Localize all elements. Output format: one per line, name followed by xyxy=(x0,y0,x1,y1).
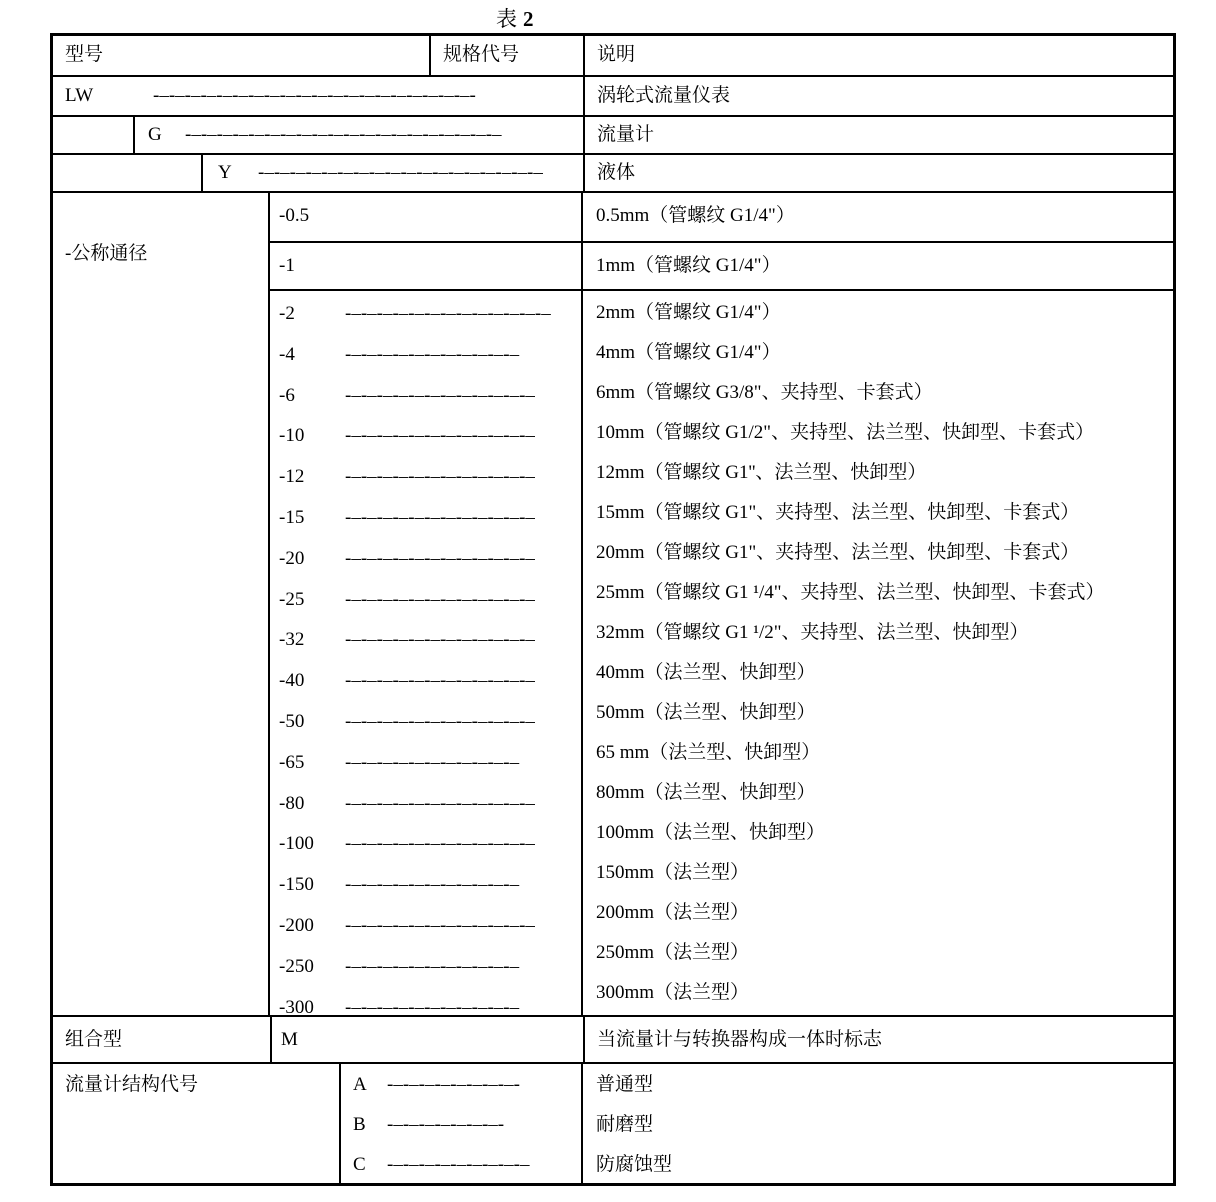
diameter-desc-line: 32mm（管螺纹 G1 ¹/2"、夹持型、法兰型、快卸型） xyxy=(596,622,1029,643)
combined-desc: 当流量计与转换器构成一体时标志 xyxy=(583,1017,1173,1062)
diameter-row-05 xyxy=(270,193,1173,241)
header-spec-code: 规格代号 xyxy=(429,36,583,75)
diameter-code-line: -12 -–-–-–-–-–-–-–-–-–-–-–-– xyxy=(279,466,535,488)
structure-desc-line: 耐磨型 xyxy=(596,1114,654,1135)
diameter-desc-line: 200mm（法兰型） xyxy=(596,902,750,923)
diameter-row-1 xyxy=(270,241,1173,289)
diameter-desc-line: 65 mm（法兰型、快卸型） xyxy=(596,742,821,763)
diameter-row-1-code: -1 xyxy=(279,255,295,276)
y-code: Y xyxy=(218,162,232,183)
diameter-desc-line: 20mm（管螺纹 G1"、夹持型、法兰型、快卸型、卡套式） xyxy=(596,542,1080,563)
diameter-label: -公称通径 xyxy=(53,193,270,1015)
table-title xyxy=(496,3,534,33)
header-description: 说明 xyxy=(583,36,1173,75)
diameter-code-line: -25 -–-–-–-–-–-–-–-–-–-–-–-– xyxy=(279,588,535,610)
diameter-code-line: -150 -–-–-–-–-–-–-–-–-–-–-– xyxy=(279,874,520,896)
diameter-right xyxy=(270,193,1173,1015)
combined-code xyxy=(270,1017,583,1062)
spec-table xyxy=(50,33,1176,1186)
diameter-multi-row xyxy=(270,289,1173,1015)
structure-code-line: A -–-–-–-–-–-–-–-–- xyxy=(353,1074,520,1095)
diameter-code-line: -20 -–-–-–-–-–-–-–-–-–-–-–-– xyxy=(279,547,535,569)
structure-code-line: C -–-–-–-–-–-–-–-–-– xyxy=(353,1154,530,1175)
diameter-desc-line: 15mm（管螺纹 G1"、夹持型、法兰型、快卸型、卡套式） xyxy=(596,502,1080,523)
y-dashes: -–-–-–-–-–-–-–-–-–-–-–-–-–-–-–-–-–-– xyxy=(258,162,543,183)
row-g xyxy=(53,115,1173,153)
row-y-code xyxy=(201,155,583,191)
structure-desc-line: 普通型 xyxy=(596,1074,654,1095)
structure-codes-column xyxy=(339,1064,581,1183)
row-lw-desc: 涡轮式流量仪表 xyxy=(583,77,1173,115)
diameter-code-line: -65 -–-–-–-–-–-–-–-–-–-–-– xyxy=(279,751,520,773)
diameter-code-line: -200 -–-–-–-–-–-–-–-–-–-–-–-– xyxy=(279,914,535,936)
diameter-row-1-desc: 1mm（管螺纹 G1/4"） xyxy=(581,243,1173,289)
diameter-desc-line: 4mm（管螺纹 G1/4"） xyxy=(596,342,781,363)
diameter-desc-line: 80mm（法兰型、快卸型） xyxy=(596,782,816,803)
diameter-code-line: -50 -–-–-–-–-–-–-–-–-–-–-–-– xyxy=(279,710,535,732)
row-y xyxy=(53,153,1173,191)
diameter-code-line: -100 -–-–-–-–-–-–-–-–-–-–-–-– xyxy=(279,833,535,855)
diameter-code-line: -2 -–-–-–-–-–-–-–-–-–-–-–-–-– xyxy=(279,303,551,324)
diameter-code-line: -300 -–-–-–-–-–-–-–-–-–-–-– xyxy=(279,996,520,1015)
diameter-code-line: -40 -–-–-–-–-–-–-–-–-–-–-–-– xyxy=(279,670,535,692)
row-y-spacer xyxy=(53,155,201,191)
structure-label: 流量计结构代号 xyxy=(65,1074,199,1095)
m-code: M xyxy=(281,1029,298,1050)
table-title-number: 2 xyxy=(523,7,534,31)
table-header-row xyxy=(53,36,1173,75)
lw-code: LW xyxy=(65,85,94,106)
row-lw xyxy=(53,75,1173,115)
diameter-descs-column xyxy=(581,291,1173,1015)
diameter-desc-line: 100mm（法兰型、快卸型） xyxy=(596,822,826,843)
table-title-prefix: 表 xyxy=(496,7,517,31)
row-g-code xyxy=(133,117,583,153)
row-structure xyxy=(53,1062,1173,1183)
diameter-codes-column xyxy=(270,291,581,1015)
diameter-code-line: -80 -–-–-–-–-–-–-–-–-–-–-–-– xyxy=(279,792,535,814)
diameter-code-line: -10 -–-–-–-–-–-–-–-–-–-–-–-– xyxy=(279,425,535,447)
g-code: G xyxy=(148,124,162,145)
diameter-desc-line: 250mm（法兰型） xyxy=(596,942,750,963)
g-dashes: -–-–-–-–-–-–-–-–-–-–-–-–-–-–-–-–-–-–-–-– xyxy=(185,124,502,145)
diameter-desc-line: 6mm（管螺纹 G3/8"、夹持型、卡套式） xyxy=(596,382,933,403)
diameter-code-line: -32 -–-–-–-–-–-–-–-–-–-–-–-– xyxy=(279,629,535,651)
row-g-desc: 流量计 xyxy=(583,117,1173,153)
diameter-code-line: -4 -–-–-–-–-–-–-–-–-–-–-– xyxy=(279,343,520,365)
diameter-desc-line: 12mm（管螺纹 G1''、法兰型、快卸型） xyxy=(596,462,927,483)
diameter-desc-line: 10mm（管螺纹 G1/2"、夹持型、法兰型、快卸型、卡套式） xyxy=(596,422,1095,443)
structure-code-line: B -–-–-–-–-–-–-–- xyxy=(353,1114,505,1135)
diameter-row-05-code: -0.5 xyxy=(279,205,310,226)
diameter-desc-line: 40mm（法兰型、快卸型） xyxy=(596,662,816,683)
diameter-desc-line: 25mm（管螺纹 G1 ¹/4"、夹持型、法兰型、快卸型、卡套式） xyxy=(596,582,1105,603)
header-model: 型号 xyxy=(65,44,104,65)
row-combined xyxy=(53,1015,1173,1062)
diameter-code-line: -15 -–-–-–-–-–-–-–-–-–-–-–-– xyxy=(279,506,535,528)
diameter-desc-line: 2mm（管螺纹 G1/4"） xyxy=(596,302,781,323)
diameter-code-line: -250 -–-–-–-–-–-–-–-–-–-–-– xyxy=(279,955,520,977)
diameter-block xyxy=(53,191,1173,1015)
combined-label: 组合型 xyxy=(65,1029,123,1050)
diameter-desc-line: 50mm（法兰型、快卸型） xyxy=(596,702,816,723)
lw-dashes: -–-–-–-–-–-–-–-–-–-–-–-–-–-–-–-–-–-–-–-–- xyxy=(153,85,476,106)
row-lw-code xyxy=(53,77,583,115)
diameter-row-05-desc: 0.5mm（管螺纹 G1/4"） xyxy=(581,193,1173,241)
structure-desc-line: 防腐蚀型 xyxy=(596,1154,673,1175)
row-g-spacer xyxy=(53,117,133,153)
structure-descs-column xyxy=(581,1064,1173,1183)
diameter-desc-line: 150mm（法兰型） xyxy=(596,862,750,883)
row-y-desc: 液体 xyxy=(583,155,1173,191)
diameter-desc-line: 300mm（法兰型） xyxy=(596,982,750,1003)
diameter-code-line: -6 -–-–-–-–-–-–-–-–-–-–-–-– xyxy=(279,384,535,406)
